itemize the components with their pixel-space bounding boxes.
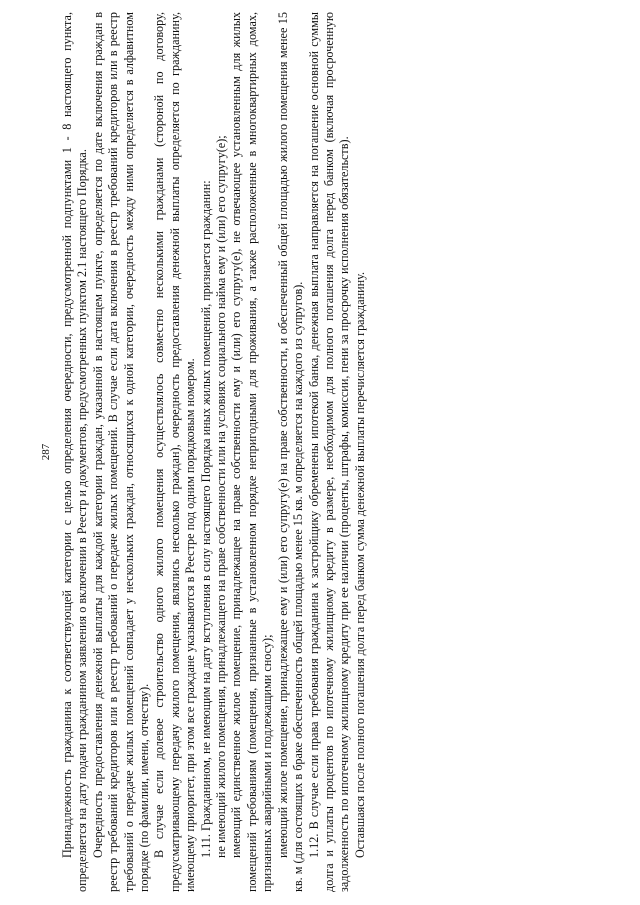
paragraph: Принадлежность гражданина к соответствующей категории с целью определения очередности, предусмотренной подпунктами 1 - 8 настоящего пункта, определяется на дату подачи гражданином заявления о включении в Реестр и документов, предусмотренных пунктом 2.1 настоящего Порядка. bbox=[60, 12, 90, 892]
paragraph: не имеющий жилого помещения, принадлежащего на праве собственности или на условиях социального найма ему и (или) его супругу(е); bbox=[214, 135, 229, 858]
paragraph: имеющий единственное жилое помещение, принадлежащее на праве собственности ему и (или) его супругу(е), не отвечающее установленным для жилых помещений требованиям (помещения, признанные в установленном порядке непригодными для проживания, а также расположенные в многоквартирных домах, признанных аварийными и подлежащими сносу); bbox=[229, 12, 275, 892]
document-body bbox=[60, 12, 368, 892]
page-number: 287 bbox=[40, 443, 52, 461]
paragraph: Очередность предоставления денежной выплаты для каждой категории граждан, указанной в настоящем пункте, определяется по дате включения граждан в реестр требований кредиторов или в реестр требований о передаче жилых помещений. В случае если дата включения в реестр требований кредиторов или в реестр требований о передаче жилых помещений совпадает у нескольких граждан, относящихся к одной категории, очередность между ними определяется в алфавитном порядке (по фамилии, имени, отчеству). bbox=[90, 12, 152, 892]
paragraph: Оставшаяся после полного погашения долга перед банком сумма денежной выплаты перечисляется гражданину. bbox=[352, 271, 367, 858]
paragraph: В случае если долевое строительство одного жилого помещения осуществлялось совместно несколькими гражданами (стороной по договору, предусматривающему передачу жилого помещения, являлись несколько граждан), очередность предоставления денежной выплаты определяется по гражданину, имеющему приоритет, при этом все граждане указываются в Реестре под одним порядковым номером. bbox=[152, 12, 198, 892]
paragraph: 1.12. В случае если права требования гражданина к застройщику обременены ипотекой банка, денежная выплата направляется на погашение основной суммы долга и уплаты процентов по ипотечному жилищному кредиту в размере, необходимом для полного погашения долга перед банком (включая просроченную задолженность по ипотечному жилищному кредиту при ее наличии (проценты, штрафы, комиссии, пени за просрочку исполнения обязательств). bbox=[306, 12, 352, 892]
paragraph: имеющий жилое помещение, принадлежащее ему и (или) его супругу(е) на праве собственности, и обеспеченный общей площадью жилого помещения менее 15 кв. м (для состоящих в браке обеспеченность общей площадью менее 15 кв. м определяется на каждого из супругов). bbox=[275, 12, 306, 892]
paragraph: 1.11. Гражданином, не имеющим на дату вступления в силу настоящего Порядка иных жилых помещений, признается гражданин: bbox=[198, 180, 213, 858]
rotated-document-page bbox=[40, 12, 600, 892]
